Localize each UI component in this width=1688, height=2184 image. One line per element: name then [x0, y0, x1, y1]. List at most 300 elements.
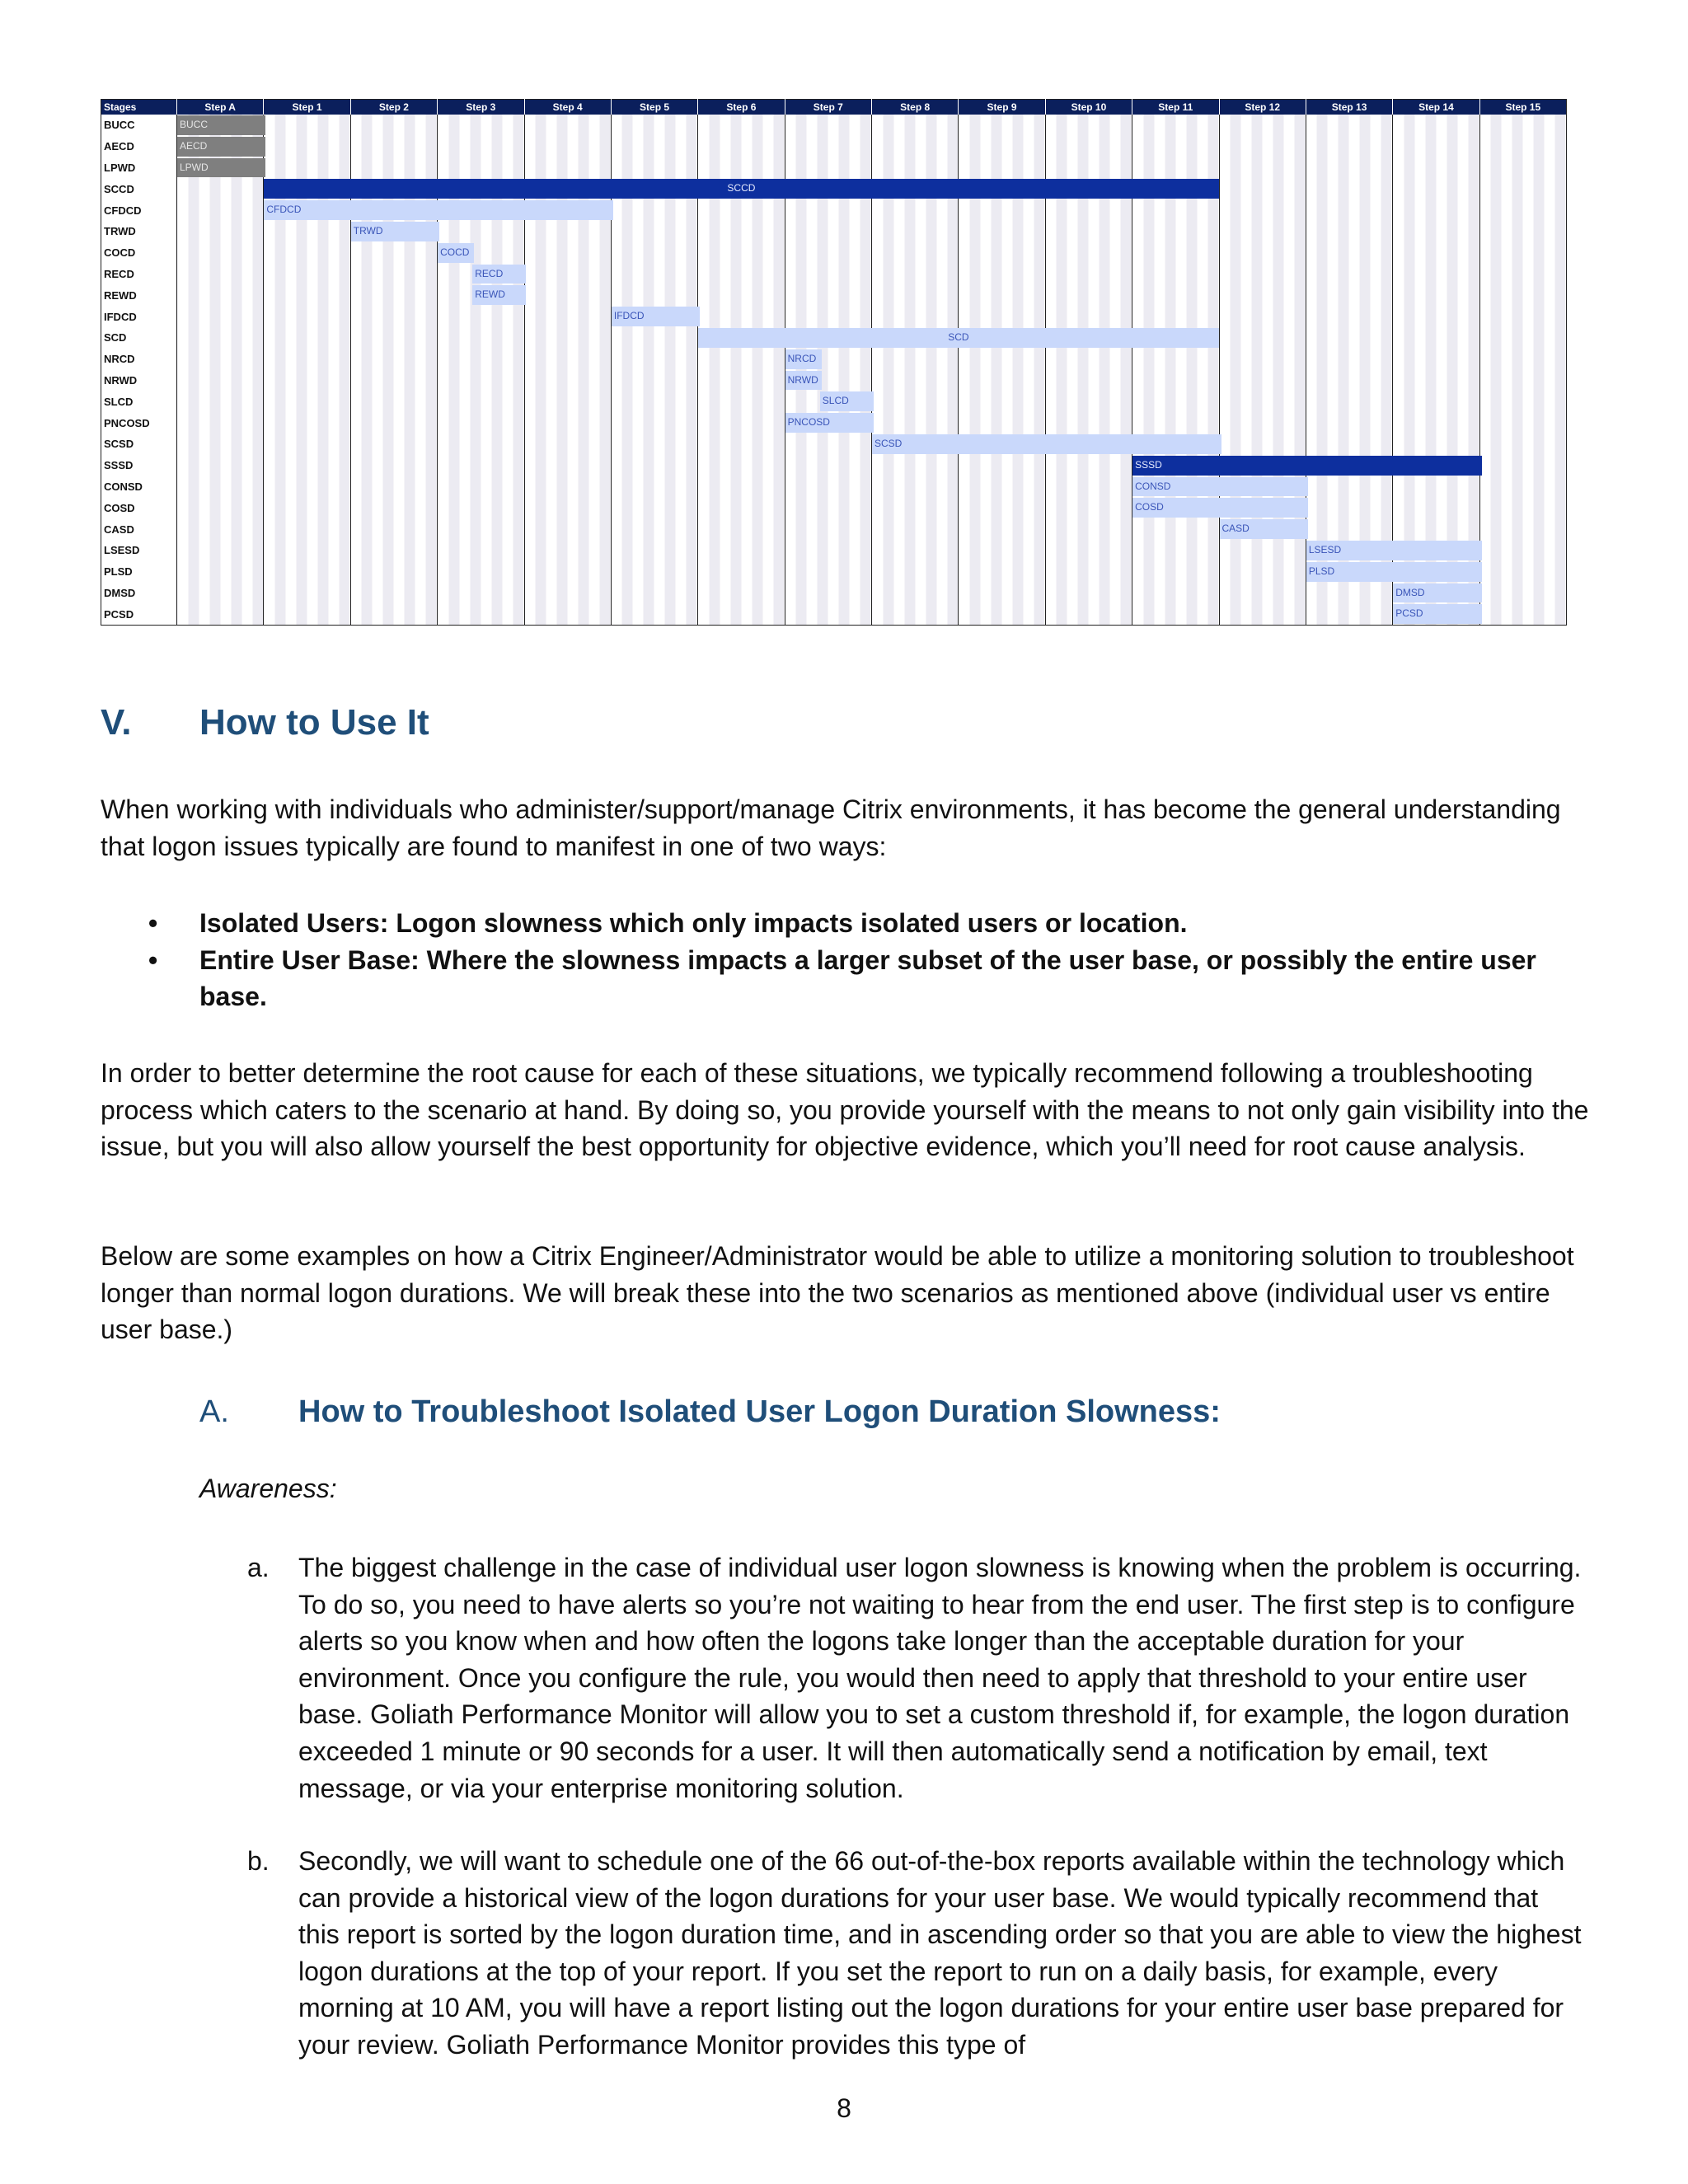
gantt-cell: [177, 221, 264, 242]
stages-column-header: Stages: [101, 100, 177, 115]
list-item-a: [199, 1549, 1584, 1807]
gantt-cell: [350, 115, 437, 136]
gantt-cell: [350, 136, 437, 157]
gantt-cell: [438, 603, 524, 625]
gantt-cell: [872, 306, 959, 327]
gantt-cell: [350, 476, 437, 498]
gantt-cell: [1132, 518, 1219, 540]
stage-label: NRCD: [101, 349, 177, 370]
gantt-row: [101, 603, 1567, 625]
gantt-cell: [1306, 178, 1392, 199]
gantt-cell: [1132, 242, 1219, 264]
gantt-cell: [350, 349, 437, 370]
gantt-cell: [1045, 284, 1132, 306]
gantt-cell: [1479, 284, 1566, 306]
gantt-cell: [1045, 391, 1132, 412]
gantt-cell: [350, 306, 437, 327]
gantt-cell: [959, 115, 1045, 136]
gantt-cell: [438, 349, 524, 370]
stage-label: SSSD: [101, 455, 177, 476]
gantt-cell: [1045, 518, 1132, 540]
gantt-cell: [438, 115, 524, 136]
gantt-cell: [785, 434, 871, 455]
gantt-cell: [872, 157, 959, 179]
gantt-cell: [438, 497, 524, 518]
gantt-cell: [698, 157, 785, 179]
gantt-cell: [1219, 518, 1306, 540]
gantt-cell: [698, 115, 785, 136]
gantt-row: [101, 327, 1567, 349]
gantt-cell: [1132, 497, 1219, 518]
gantt-cell: [1479, 157, 1566, 179]
awareness-label: Awareness:: [199, 1474, 337, 1503]
gantt-cell: [785, 518, 871, 540]
gantt-cell: [1393, 242, 1479, 264]
gantt-row: [101, 455, 1567, 476]
gantt-cell: [264, 455, 350, 476]
gantt-cell: [438, 370, 524, 391]
gantt-cell: [524, 242, 611, 264]
gantt-cell: [1219, 370, 1306, 391]
stage-label: SCD: [101, 327, 177, 349]
gantt-cell: [524, 264, 611, 285]
gantt-cell: [1393, 370, 1479, 391]
gantt-cell: [1219, 391, 1306, 412]
gantt-cell: [1393, 497, 1479, 518]
step-column-header: Step 3: [438, 100, 524, 115]
gantt-cell: [872, 476, 959, 498]
gantt-cell: [350, 540, 437, 561]
gantt-cell: [611, 349, 697, 370]
gantt-bar: SCSD: [872, 434, 1221, 454]
gantt-cell: [1306, 136, 1392, 157]
gantt-cell: [350, 561, 437, 583]
gantt-cell: [872, 391, 959, 412]
gantt-bar: CASD: [1220, 519, 1308, 539]
step-column-header: Step 9: [959, 100, 1045, 115]
gantt-cell: [872, 349, 959, 370]
gantt-cell: [698, 264, 785, 285]
stage-label: COCD: [101, 242, 177, 264]
gantt-cell: [177, 157, 264, 179]
gantt-cell: [959, 497, 1045, 518]
gantt-cell: [524, 349, 611, 370]
gantt-cell: [177, 199, 264, 221]
gantt-row: [101, 136, 1567, 157]
gantt-cell: [959, 603, 1045, 625]
gantt-cell: [1393, 157, 1479, 179]
gantt-cell: [1479, 603, 1566, 625]
gantt-cell: [264, 434, 350, 455]
gantt-cell: [1132, 583, 1219, 604]
gantt-cell: [524, 603, 611, 625]
gantt-cell: [438, 221, 524, 242]
gantt-cell: [264, 391, 350, 412]
bullet-item-entire: [101, 942, 1601, 1015]
stage-label: CFDCD: [101, 199, 177, 221]
gantt-cell: [1219, 434, 1306, 455]
gantt-cell: [1045, 370, 1132, 391]
gantt-cell: [1479, 349, 1566, 370]
list-item-text: Secondly, we will want to schedule one of the 66 out-of-the-box reports available within the technology which can provide a historical view of the logon durations for your user base. We would typically recommend that this report is sorted by the logon duration time, and in ascending order so that you are able to view the highest logon durations at the top of your report. If you set the report to run on a daily basis, for example, every morning at 10 AM, you will have a report listing out the logon durations for your entire user base prepared for your review. Goliath Performance Monitor provides this type of: [298, 1846, 1582, 2060]
gantt-cell: [1306, 391, 1392, 412]
gantt-cell: [1306, 476, 1392, 498]
gantt-cell: [1306, 284, 1392, 306]
gantt-cell: [177, 349, 264, 370]
gantt-cell: [611, 136, 697, 157]
gantt-cell: [1132, 370, 1219, 391]
gantt-cell: [611, 518, 697, 540]
gantt-bar: LPWD: [177, 158, 265, 178]
gantt-row: [101, 391, 1567, 412]
gantt-cell: [872, 284, 959, 306]
gantt-cell: [1132, 157, 1219, 179]
gantt-cell: [785, 284, 871, 306]
gantt-cell: [1045, 455, 1132, 476]
gantt-cell: [264, 327, 350, 349]
gantt-cell: [698, 561, 785, 583]
gantt-cell: [350, 157, 437, 179]
gantt-cell: [611, 199, 697, 221]
gantt-cell: [698, 327, 969, 349]
gantt-cell: [698, 476, 785, 498]
gantt-cell: [1306, 306, 1392, 327]
gantt-cell: [872, 264, 959, 285]
gantt-cell: [438, 136, 524, 157]
gantt-cell: [959, 412, 1045, 434]
gantt-cell: [1479, 199, 1566, 221]
gantt-row: [101, 157, 1567, 179]
gantt-cell: [177, 136, 264, 157]
gantt-cell: [1045, 349, 1132, 370]
gantt-cell: [1132, 136, 1219, 157]
gantt-cell: [1045, 157, 1132, 179]
gantt-cell: [872, 561, 959, 583]
gantt-cell: [698, 434, 785, 455]
stage-label: LSESD: [101, 540, 177, 561]
gantt-row: [101, 412, 1567, 434]
gantt-cell: [350, 434, 437, 455]
gantt-cell: [177, 391, 264, 412]
gantt-cell: [698, 540, 785, 561]
gantt-cell: [264, 115, 350, 136]
gantt-cell: [611, 264, 697, 285]
gantt-cell: [177, 455, 264, 476]
gantt-cell: [177, 242, 264, 264]
gantt-cell: [872, 412, 959, 434]
gantt-cell: [959, 349, 1045, 370]
gantt-cell: [785, 306, 871, 327]
bullet-list: [101, 905, 1601, 1015]
gantt-cell: [1479, 476, 1566, 498]
gantt-row: [101, 115, 1567, 136]
gantt-cell: [872, 603, 959, 625]
gantt-cell: [264, 476, 350, 498]
gantt-cell: [177, 284, 264, 306]
gantt-cell: [611, 284, 697, 306]
gantt-cell: [785, 221, 871, 242]
gantt-cell: [1219, 157, 1306, 179]
step-column-header: Step 1: [264, 100, 350, 115]
gantt-row: [101, 178, 1567, 199]
step-column-header: Step 7: [785, 100, 871, 115]
step-column-header: Step A: [177, 100, 264, 115]
gantt-row: [101, 497, 1567, 518]
gantt-cell: [1479, 136, 1566, 157]
gantt-cell: [524, 221, 611, 242]
stage-label: BUCC: [101, 115, 177, 136]
gantt-cell: [611, 561, 697, 583]
gantt-row: [101, 583, 1567, 604]
gantt-cell: [959, 561, 1045, 583]
gantt-cell: [1132, 306, 1219, 327]
gantt-cell: [1306, 434, 1392, 455]
gantt-bar: SLCD: [820, 391, 874, 411]
subsection-title: How to Troubleshoot Isolated User Logon Duration Slowness:: [298, 1394, 1221, 1429]
gantt-cell: [1132, 561, 1219, 583]
gantt-row: [101, 434, 1567, 455]
gantt-cell: [438, 476, 524, 498]
bullet-text: Entire User Base: Where the slowness impacts a larger subset of the user base, or possibly the entire user base.: [199, 944, 1536, 1012]
gantt-cell: [350, 412, 437, 434]
gantt-cell: [1306, 561, 1392, 583]
gantt-cell: [1306, 327, 1392, 349]
gantt-cell: [1393, 306, 1479, 327]
gantt-cell: [611, 242, 697, 264]
gantt-cell: [177, 561, 264, 583]
gantt-cell: [1393, 603, 1479, 625]
gantt-cell: [872, 540, 959, 561]
gantt-cell: [1306, 157, 1392, 179]
gantt-cell: [698, 583, 785, 604]
stage-label: SCSD: [101, 434, 177, 455]
gantt-cell: [438, 434, 524, 455]
stage-label: REWD: [101, 284, 177, 306]
gantt-cell: [1479, 540, 1566, 561]
gantt-cell: [524, 583, 611, 604]
gantt-cell: [1045, 476, 1132, 498]
gantt-cell: [1479, 178, 1566, 199]
stage-label: LPWD: [101, 157, 177, 179]
gantt-cell: [1479, 242, 1566, 264]
gantt-cell: [1306, 497, 1392, 518]
gantt-bar: DMSD: [1393, 583, 1481, 603]
gantt-cell: [438, 583, 524, 604]
gantt-cell: [1045, 583, 1132, 604]
gantt-cell: [1306, 540, 1392, 561]
gantt-cell: [785, 349, 871, 370]
gantt-cell: [524, 115, 611, 136]
gantt-cell: [1219, 178, 1306, 199]
gantt-row: [101, 221, 1567, 242]
gantt-bar: AECD: [177, 137, 265, 157]
gantt-bar: PCSD: [1393, 604, 1481, 624]
gantt-bar: REWD: [472, 285, 526, 305]
gantt-cell: [524, 306, 611, 327]
gantt-cell: [611, 497, 697, 518]
gantt-cell: [698, 199, 785, 221]
gantt-cell: [1132, 199, 1219, 221]
gantt-cell: [264, 157, 350, 179]
gantt-cell: [350, 497, 437, 518]
gantt-cell: [785, 455, 871, 476]
gantt-cell: [438, 518, 524, 540]
stage-label: AECD: [101, 136, 177, 157]
gantt-cell: [872, 455, 959, 476]
gantt-cell: [1132, 391, 1219, 412]
gantt-cell: [785, 136, 871, 157]
gantt-cell: [1132, 476, 1219, 498]
gantt-cell: [264, 583, 350, 604]
gantt-cell: [611, 434, 697, 455]
section-title: How to Use It: [199, 702, 429, 743]
gantt-row: [101, 476, 1567, 498]
gantt-cell: [264, 540, 350, 561]
gantt-cell: [1045, 221, 1132, 242]
gantt-cell: [698, 412, 785, 434]
gantt-cell: [1219, 242, 1306, 264]
gantt-cell: [1045, 115, 1132, 136]
gantt-cell: [1045, 242, 1132, 264]
gantt-bar: BUCC: [177, 115, 265, 135]
gantt-cell: [350, 455, 437, 476]
gantt-row: [101, 242, 1567, 264]
gantt-cell: [264, 242, 350, 264]
stage-label: COSD: [101, 497, 177, 518]
gantt-bar: PNCOSD: [785, 413, 874, 433]
gantt-cell: [1306, 221, 1392, 242]
gantt-cell: [438, 306, 524, 327]
gantt-cell: [611, 327, 697, 349]
gantt-cell: [350, 583, 437, 604]
step-column-header: Step 6: [698, 100, 785, 115]
page-number: 8: [837, 2093, 851, 2123]
gantt-cell: [438, 540, 524, 561]
gantt-cell: [785, 583, 871, 604]
gantt-cell: [698, 136, 785, 157]
gantt-cell: [611, 306, 697, 327]
gantt-cell: [264, 603, 350, 625]
gantt-cell: [959, 540, 1045, 561]
gantt-cell: [611, 115, 697, 136]
gantt-cell: [350, 603, 437, 625]
gantt-cell: [1479, 391, 1566, 412]
gantt-cell: [1132, 455, 1219, 476]
gantt-cell: [1219, 199, 1306, 221]
stage-label: RECD: [101, 264, 177, 285]
gantt-cell: [1219, 136, 1306, 157]
gantt-cell: [611, 540, 697, 561]
gantt-cell: [785, 476, 871, 498]
step-column-header: Step 10: [1045, 100, 1132, 115]
section-number: V.: [101, 702, 132, 743]
gantt-cell: [264, 136, 350, 157]
gantt-cell: [524, 497, 611, 518]
gantt-cell: [1479, 327, 1566, 349]
gantt-cell: [1219, 264, 1306, 285]
gantt-cell: [1045, 264, 1132, 285]
gantt-row: [101, 540, 1567, 561]
subsection-heading: [199, 1394, 1221, 1430]
gantt-cell: [438, 264, 524, 285]
gantt-row: [101, 264, 1567, 285]
gantt-cell: [177, 412, 264, 434]
gantt-bar: NRWD: [785, 371, 822, 391]
step-column-header: Step 15: [1479, 100, 1566, 115]
gantt-cell: [959, 136, 1045, 157]
list-item-label: b.: [247, 1846, 270, 1876]
gantt-bar: SCCD: [264, 179, 1218, 199]
step-column-header: Step 12: [1219, 100, 1306, 115]
gantt-cell: [785, 603, 871, 625]
gantt-row: [101, 284, 1567, 306]
gantt-cell: [1219, 540, 1306, 561]
gantt-cell: [785, 561, 871, 583]
gantt-cell: [350, 518, 437, 540]
bullet-icon: •: [148, 944, 158, 975]
stage-label: PNCOSD: [101, 412, 177, 434]
gantt-cell: [1393, 391, 1479, 412]
gantt-row: [101, 561, 1567, 583]
gantt-cell: [1306, 518, 1392, 540]
gantt-cell: [1306, 583, 1392, 604]
gantt-cell: [959, 583, 1045, 604]
gantt-row: [101, 306, 1567, 327]
gantt-cell: [1479, 434, 1566, 455]
gantt-cell: [872, 221, 959, 242]
gantt-cell: [1479, 412, 1566, 434]
gantt-cell: [611, 391, 697, 412]
stage-label: PCSD: [101, 603, 177, 625]
step-column-header: Step 11: [1132, 100, 1219, 115]
stage-label: IFDCD: [101, 306, 177, 327]
gantt-cell: [177, 476, 264, 498]
gantt-cell: [611, 476, 697, 498]
gantt-cell: [1132, 264, 1219, 285]
gantt-cell: [1393, 327, 1479, 349]
gantt-cell: [1132, 412, 1219, 434]
list-item-b: [199, 1843, 1584, 2064]
gantt-cell: [872, 434, 959, 455]
gantt-cell: [1479, 115, 1566, 136]
gantt-cell: [1219, 221, 1306, 242]
gantt-cell: [872, 115, 959, 136]
gantt-cell: [438, 327, 524, 349]
gantt-cell: [959, 242, 1045, 264]
gantt-cell: [264, 370, 350, 391]
gantt-cell: [1219, 284, 1306, 306]
intro-paragraph: When working with individuals who administer/support/manage Citrix environments, it has become the general understanding that logon issues typically are found to manifest in one of two ways:: [101, 794, 1561, 861]
gantt-cell: [1132, 540, 1219, 561]
gantt-bar: LSESD: [1306, 541, 1482, 560]
gantt-cell: [438, 412, 524, 434]
gantt-cell: [1219, 349, 1306, 370]
gantt-row: [101, 370, 1567, 391]
gantt-cell: [177, 115, 264, 136]
gantt-cell: [1306, 370, 1392, 391]
gantt-cell: [1132, 221, 1219, 242]
gantt-cell: [438, 284, 524, 306]
gantt-cell: [611, 603, 697, 625]
gantt-bar: NRCD: [785, 349, 822, 369]
gantt-cell: [177, 434, 264, 455]
gantt-cell: [1306, 603, 1392, 625]
section-heading: [101, 702, 429, 743]
gantt-cell: [1132, 115, 1219, 136]
gantt-cell: [177, 497, 264, 518]
gantt-cell: [1393, 518, 1479, 540]
bullet-item-isolated: [101, 905, 1601, 942]
